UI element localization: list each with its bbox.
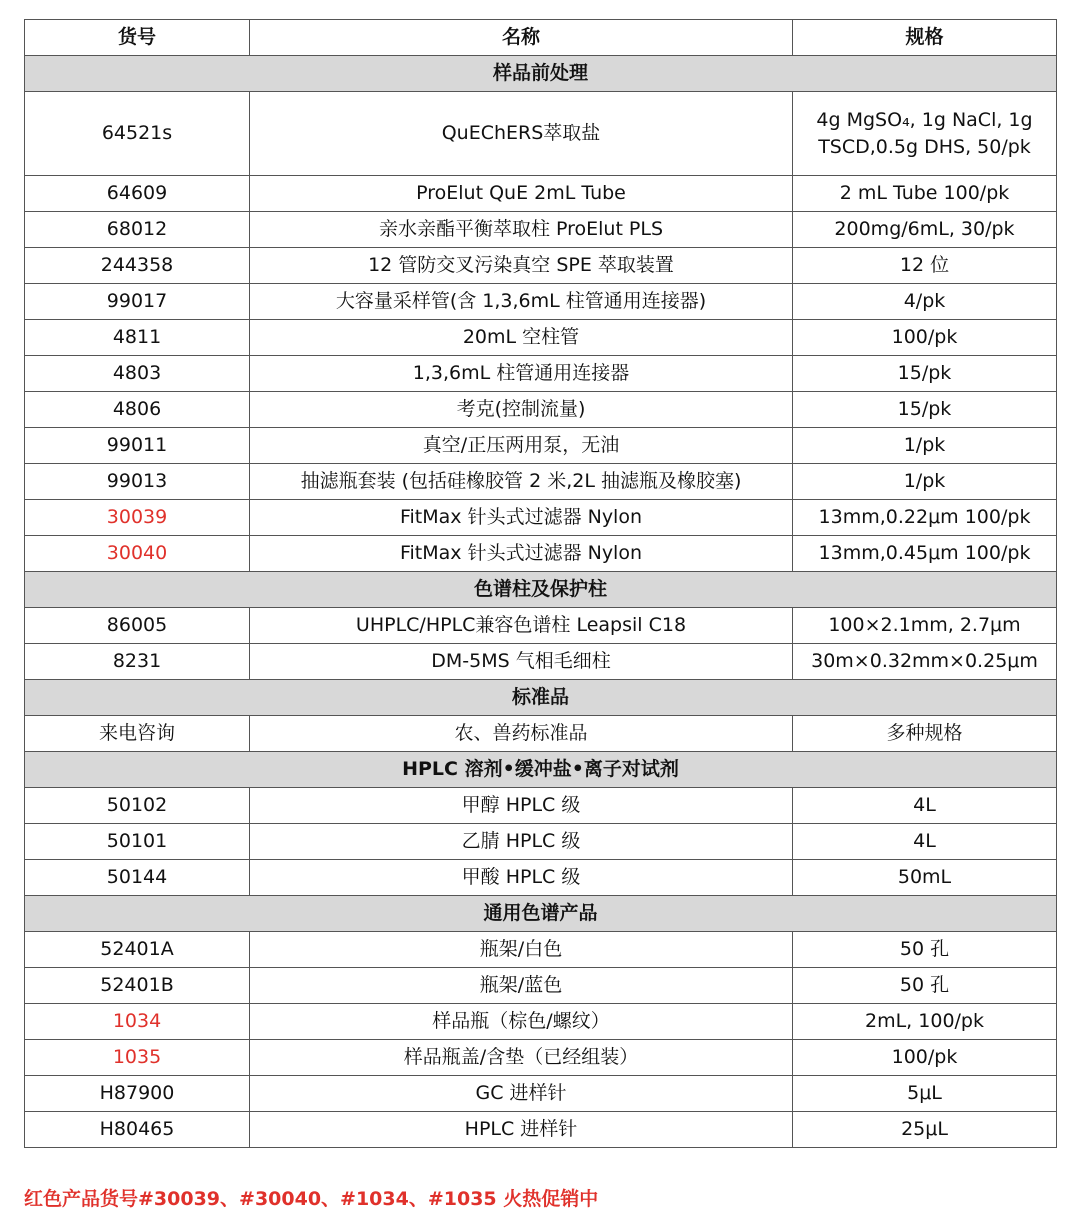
product-code-cell: 4811	[25, 320, 250, 356]
section-header-row	[25, 56, 1057, 92]
section-title: 样品前处理	[25, 56, 1057, 92]
product-spec-cell: 50 孔	[793, 932, 1057, 968]
product-name-cell: 1,3,6mL 柱管通用连接器	[250, 356, 793, 392]
table-row	[25, 788, 1057, 824]
product-code-cell: 50101	[25, 824, 250, 860]
product-name-cell: GC 进样针	[250, 1076, 793, 1112]
product-name-cell: 瓶架/蓝色	[250, 968, 793, 1004]
product-code-cell: 8231	[25, 644, 250, 680]
section-title: 标准品	[25, 680, 1057, 716]
table-row	[25, 932, 1057, 968]
table-row	[25, 284, 1057, 320]
product-code-cell: 99011	[25, 428, 250, 464]
product-name-cell: ProElut QuE 2mL Tube	[250, 176, 793, 212]
product-code-cell: H80465	[25, 1112, 250, 1148]
product-code-cell: 68012	[25, 212, 250, 248]
product-code-cell: 30039	[25, 500, 250, 536]
table-row	[25, 716, 1057, 752]
table-row	[25, 536, 1057, 572]
product-code-cell: 50144	[25, 860, 250, 896]
product-name-cell: FitMax 针头式过滤器 Nylon	[250, 500, 793, 536]
product-code-cell: 30040	[25, 536, 250, 572]
header-spec: 规格	[793, 20, 1057, 56]
table-row	[25, 1040, 1057, 1076]
product-spec-cell: 12 位	[793, 248, 1057, 284]
product-code-cell: 86005	[25, 608, 250, 644]
section-title: 色谱柱及保护柱	[25, 572, 1057, 608]
product-name-cell: 真空/正压两用泵，无油	[250, 428, 793, 464]
product-code-cell: 1034	[25, 1004, 250, 1040]
product-code-cell: H87900	[25, 1076, 250, 1112]
product-name-cell: 乙腈 HPLC 级	[250, 824, 793, 860]
product-spec-cell: 1/pk	[793, 464, 1057, 500]
table-row	[25, 968, 1057, 1004]
product-spec-cell: 25μL	[793, 1112, 1057, 1148]
product-spec-cell: 4L	[793, 788, 1057, 824]
product-table	[24, 19, 1057, 1148]
product-code-cell: 50102	[25, 788, 250, 824]
product-spec-cell: 100/pk	[793, 1040, 1057, 1076]
table-row	[25, 860, 1057, 896]
product-code-cell: 52401B	[25, 968, 250, 1004]
table-row	[25, 320, 1057, 356]
product-name-cell: HPLC 进样针	[250, 1112, 793, 1148]
table-row	[25, 644, 1057, 680]
product-name-cell: FitMax 针头式过滤器 Nylon	[250, 536, 793, 572]
product-name-cell: 20mL 空柱管	[250, 320, 793, 356]
product-code-cell: 99017	[25, 284, 250, 320]
table-row	[25, 464, 1057, 500]
table-row	[25, 1112, 1057, 1148]
product-name-cell: 大容量采样管(含 1,3,6mL 柱管通用连接器)	[250, 284, 793, 320]
table-body	[25, 56, 1057, 1148]
product-spec-cell: 50 孔	[793, 968, 1057, 1004]
product-code-cell: 52401A	[25, 932, 250, 968]
product-spec-cell: 200mg/6mL, 30/pk	[793, 212, 1057, 248]
table-row	[25, 176, 1057, 212]
product-spec-cell: 100/pk	[793, 320, 1057, 356]
table-row	[25, 1076, 1057, 1112]
product-spec-cell: 13mm,0.45μm 100/pk	[793, 536, 1057, 572]
promo-footer-note: 红色产品货号#30039、#30040、#1034、#1035 火热促销中	[24, 1188, 599, 1210]
product-spec-cell: 1/pk	[793, 428, 1057, 464]
product-code-cell: 64521s	[25, 92, 250, 176]
section-header-row	[25, 572, 1057, 608]
product-spec-cell: 4g MgSO₄, 1g NaCl, 1g TSCD,0.5g DHS, 50/pk	[793, 92, 1057, 176]
product-spec-cell: 15/pk	[793, 356, 1057, 392]
table-row	[25, 428, 1057, 464]
product-code-cell: 4803	[25, 356, 250, 392]
table-row	[25, 92, 1057, 176]
product-name-cell: 瓶架/白色	[250, 932, 793, 968]
table-row	[25, 608, 1057, 644]
product-name-cell: 甲醇 HPLC 级	[250, 788, 793, 824]
product-spec-cell: 15/pk	[793, 392, 1057, 428]
section-header-row	[25, 752, 1057, 788]
product-spec-cell: 多种规格	[793, 716, 1057, 752]
product-spec-cell: 100×2.1mm, 2.7μm	[793, 608, 1057, 644]
product-spec-cell: 13mm,0.22μm 100/pk	[793, 500, 1057, 536]
header-code: 货号	[25, 20, 250, 56]
table-row	[25, 392, 1057, 428]
product-name-cell: 12 管防交叉污染真空 SPE 萃取装置	[250, 248, 793, 284]
product-code-cell: 64609	[25, 176, 250, 212]
product-code-cell: 1035	[25, 1040, 250, 1076]
product-name-cell: 甲酸 HPLC 级	[250, 860, 793, 896]
product-name-cell: 样品瓶盖/含垫（已经组装）	[250, 1040, 793, 1076]
section-header-row	[25, 680, 1057, 716]
section-title: HPLC 溶剂•缓冲盐•离子对试剂	[25, 752, 1057, 788]
product-name-cell: UHPLC/HPLC兼容色谱柱 Leapsil C18	[250, 608, 793, 644]
section-title: 通用色谱产品	[25, 896, 1057, 932]
table-row	[25, 1004, 1057, 1040]
product-name-cell: 考克(控制流量)	[250, 392, 793, 428]
table-row	[25, 212, 1057, 248]
table-row	[25, 500, 1057, 536]
table-row	[25, 824, 1057, 860]
product-name-cell: 亲水亲酯平衡萃取柱 ProElut PLS	[250, 212, 793, 248]
product-spec-cell: 50mL	[793, 860, 1057, 896]
product-spec-cell: 2mL, 100/pk	[793, 1004, 1057, 1040]
product-spec-cell: 5μL	[793, 1076, 1057, 1112]
table-row	[25, 356, 1057, 392]
product-name-cell: 样品瓶（棕色/螺纹）	[250, 1004, 793, 1040]
product-code-cell: 99013	[25, 464, 250, 500]
table-header-row	[25, 20, 1057, 56]
product-code-cell: 244358	[25, 248, 250, 284]
product-spec-cell: 30m×0.32mm×0.25μm	[793, 644, 1057, 680]
product-name-cell: 农、兽药标准品	[250, 716, 793, 752]
product-code-cell: 来电咨询	[25, 716, 250, 752]
product-spec-cell: 4/pk	[793, 284, 1057, 320]
product-spec-cell: 2 mL Tube 100/pk	[793, 176, 1057, 212]
product-spec-cell: 4L	[793, 824, 1057, 860]
product-name-cell: QuEChERS萃取盐	[250, 92, 793, 176]
table-row	[25, 248, 1057, 284]
product-code-cell: 4806	[25, 392, 250, 428]
product-table-container	[24, 19, 1056, 1148]
section-header-row	[25, 896, 1057, 932]
product-name-cell: DM-5MS 气相毛细柱	[250, 644, 793, 680]
header-name: 名称	[250, 20, 793, 56]
product-name-cell: 抽滤瓶套装 (包括硅橡胶管 2 米,2L 抽滤瓶及橡胶塞)	[250, 464, 793, 500]
